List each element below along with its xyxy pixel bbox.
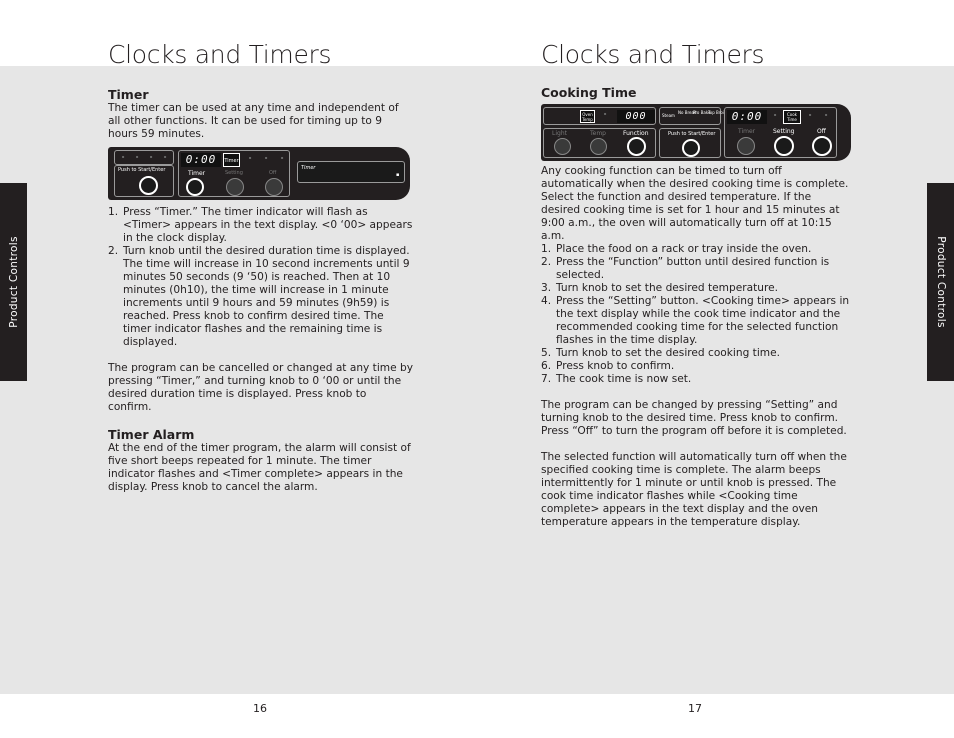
list-item (541, 243, 851, 256)
step-number: 5. (541, 347, 552, 359)
step-text: Press the “Setting” button. <Cooking time> appears in the text display while the cook time indicator and the recommended cooking time for the selected function flashes in the time display. (556, 295, 850, 346)
knob-group (114, 165, 174, 197)
step-text: Place the food on a rack or tray inside the oven. (556, 243, 812, 255)
function-button-group: ▪ ▪ ▪ ▪ (114, 150, 174, 165)
cooking-auto-off-paragraph: The selected function will automatically turn off when the specified cooking time is complete. The alarm beeps intermittently for 1 minute or until knob is pressed. The cook time indicator flashes while <Cooking time complete> appears in the text display and the oven temperature appears in the temperature display. (541, 451, 847, 528)
knob-label-light: Light (552, 130, 567, 137)
timer-alarm-heading: Timer Alarm (108, 427, 195, 442)
start-enter-knob (682, 139, 700, 157)
list-item (541, 295, 851, 347)
clock-display: 0:00 (181, 153, 221, 167)
step-number: 7. (541, 373, 552, 385)
side-tab-label: Product Controls (934, 236, 947, 328)
knob-label-timer: Timer (738, 128, 756, 135)
timer-knob (737, 137, 755, 155)
list-item (541, 360, 851, 373)
function-button-group (659, 107, 725, 125)
temperature-button-group: Oven Temp ▪ 000 (543, 107, 656, 125)
step-text: Turn knob to set the desired temperature. (556, 282, 778, 294)
temp-knob (590, 138, 607, 155)
knob-label-function: Function (623, 130, 649, 137)
timer-control-panel-illustration (108, 147, 410, 200)
page-number-right: 17 (688, 702, 702, 715)
side-tab-label: Product Controls (7, 236, 20, 328)
timer-cancel-paragraph: The program can be cancelled or changed at any time by pressing “Timer,” and turning knob to 0 ‘00 or until the desired duration time is displayed. Press knob to confirm. (108, 362, 413, 413)
timer-intro: The timer can be used at any time and independent of all other functions. It can be used for timing up to 9 hours 59 minutes. (108, 102, 399, 140)
knob-label-off: Off (269, 170, 277, 176)
text-display-content: Timer (301, 165, 316, 171)
knob-label-setting: Setting (773, 128, 795, 135)
timer-section (108, 87, 413, 141)
light-knob (554, 138, 571, 155)
cooking-time-heading: Cooking Time (541, 85, 637, 100)
cooking-time-intro: Any cooking function can be timed to turn off automatically when the desired cooking time is complete. Select the function and desired temperature. If the desired cooking time is set for 1 hour and 15 minutes at 9:00 a.m., the oven will automatically turn off at 10:15 a.m. (541, 165, 849, 242)
knob-label-temp: Temp (590, 130, 606, 137)
cooking-change-paragraph: The program can be changed by pressing “Setting” and turning knob to the desired time. Press knob to confirm. Press “Off” to turn the program off before it is completed. (541, 399, 847, 437)
knob-label-off: Off (817, 128, 826, 135)
timer-steps-section (108, 206, 413, 494)
cooking-time-section (541, 165, 851, 529)
function-button-steam: Steam (662, 113, 675, 118)
side-tab-left (0, 183, 27, 381)
timer-alarm-paragraph: At the end of the timer program, the alarm will consist of five short beeps repeated for 1 minute. The timer indicator flashes and <Timer complete> appears in the display. Press knob to cancel the alarm. (108, 442, 411, 493)
text-display (297, 161, 405, 183)
function-button-no-bread: No Bread (678, 110, 697, 115)
list-item (541, 282, 851, 295)
step-text: Turn knob to set the desired cooking time. (556, 347, 780, 359)
function-button-top-broil: Top Broil (708, 110, 725, 115)
left-knob-group (543, 128, 656, 158)
setting-knob (774, 136, 794, 156)
step-text: The cook time is now set. (556, 373, 692, 385)
list-item (108, 206, 413, 245)
text-display-indicator: ▪ (396, 172, 400, 178)
cooking-steps-list (541, 243, 851, 386)
page-number-left: 16 (253, 702, 267, 715)
step-number: 2. (541, 256, 552, 268)
off-knob (265, 178, 283, 196)
cooking-control-panel-illustration (541, 104, 851, 161)
page-title-right: Clocks and Timers (541, 40, 765, 69)
step-text: Press “Timer.” The timer indicator will flash as <Timer> appears in the text display. <0 ‘00> appears in the clock display. (123, 206, 413, 244)
list-item (541, 256, 851, 282)
step-text: Turn knob until the desired duration time is displayed. The time will increase in 10 second increments until 9 minutes 50 seconds (9 ‘50) is reached. Then at 10 minutes (0h10), the time will increase in 1 minute increments until 9 hours and 59 minutes (9h59) is reached. Press knob to confirm desired time. The timer indicator flashes and the remaining time is displayed. (123, 245, 410, 348)
timer-button-group: 0:00 ▪ Cook Time ▪ ▪ Timer Setting Off (724, 107, 837, 158)
step-number: 1. (541, 243, 552, 255)
push-to-start-label: Push to Start/Enter (668, 131, 716, 137)
function-button-pro-bake: Pro Bake (693, 110, 711, 115)
timer-button-group: 0:00 Timer ▪ ▪ ▪ Timer Setting Off (178, 150, 290, 197)
clock-display: 0:00 (727, 110, 767, 124)
timer-steps-list (108, 206, 413, 349)
start-enter-knob (139, 176, 158, 195)
step-number: 1. (108, 206, 119, 218)
list-item (541, 373, 851, 386)
off-knob (812, 136, 832, 156)
oven-temp-button: Oven Temp (580, 110, 595, 123)
cooking-time-heading-block (541, 85, 851, 100)
timer-button: Timer (223, 153, 240, 167)
setting-knob (226, 178, 244, 196)
step-number: 3. (541, 282, 552, 294)
timer-heading: Timer (108, 87, 149, 102)
side-tab-right (927, 183, 954, 381)
step-text: Press the “Function” button until desired function is selected. (556, 256, 830, 281)
list-item (541, 347, 851, 360)
function-knob (627, 137, 646, 156)
timer-knob (186, 178, 204, 196)
step-number: 6. (541, 360, 552, 372)
temperature-display: 000 (617, 110, 655, 123)
start-knob-group (659, 128, 721, 158)
push-to-start-label: Push to Start/Enter (118, 167, 166, 173)
step-number: 2. (108, 245, 119, 257)
knob-label-setting: Setting (225, 170, 243, 176)
page-title-left: Clocks and Timers (108, 40, 332, 69)
knob-label-timer: Timer (188, 170, 206, 177)
step-text: Press knob to confirm. (556, 360, 675, 372)
step-number: 4. (541, 295, 552, 307)
cook-time-button: Cook Time (783, 110, 801, 124)
list-item (108, 245, 413, 349)
